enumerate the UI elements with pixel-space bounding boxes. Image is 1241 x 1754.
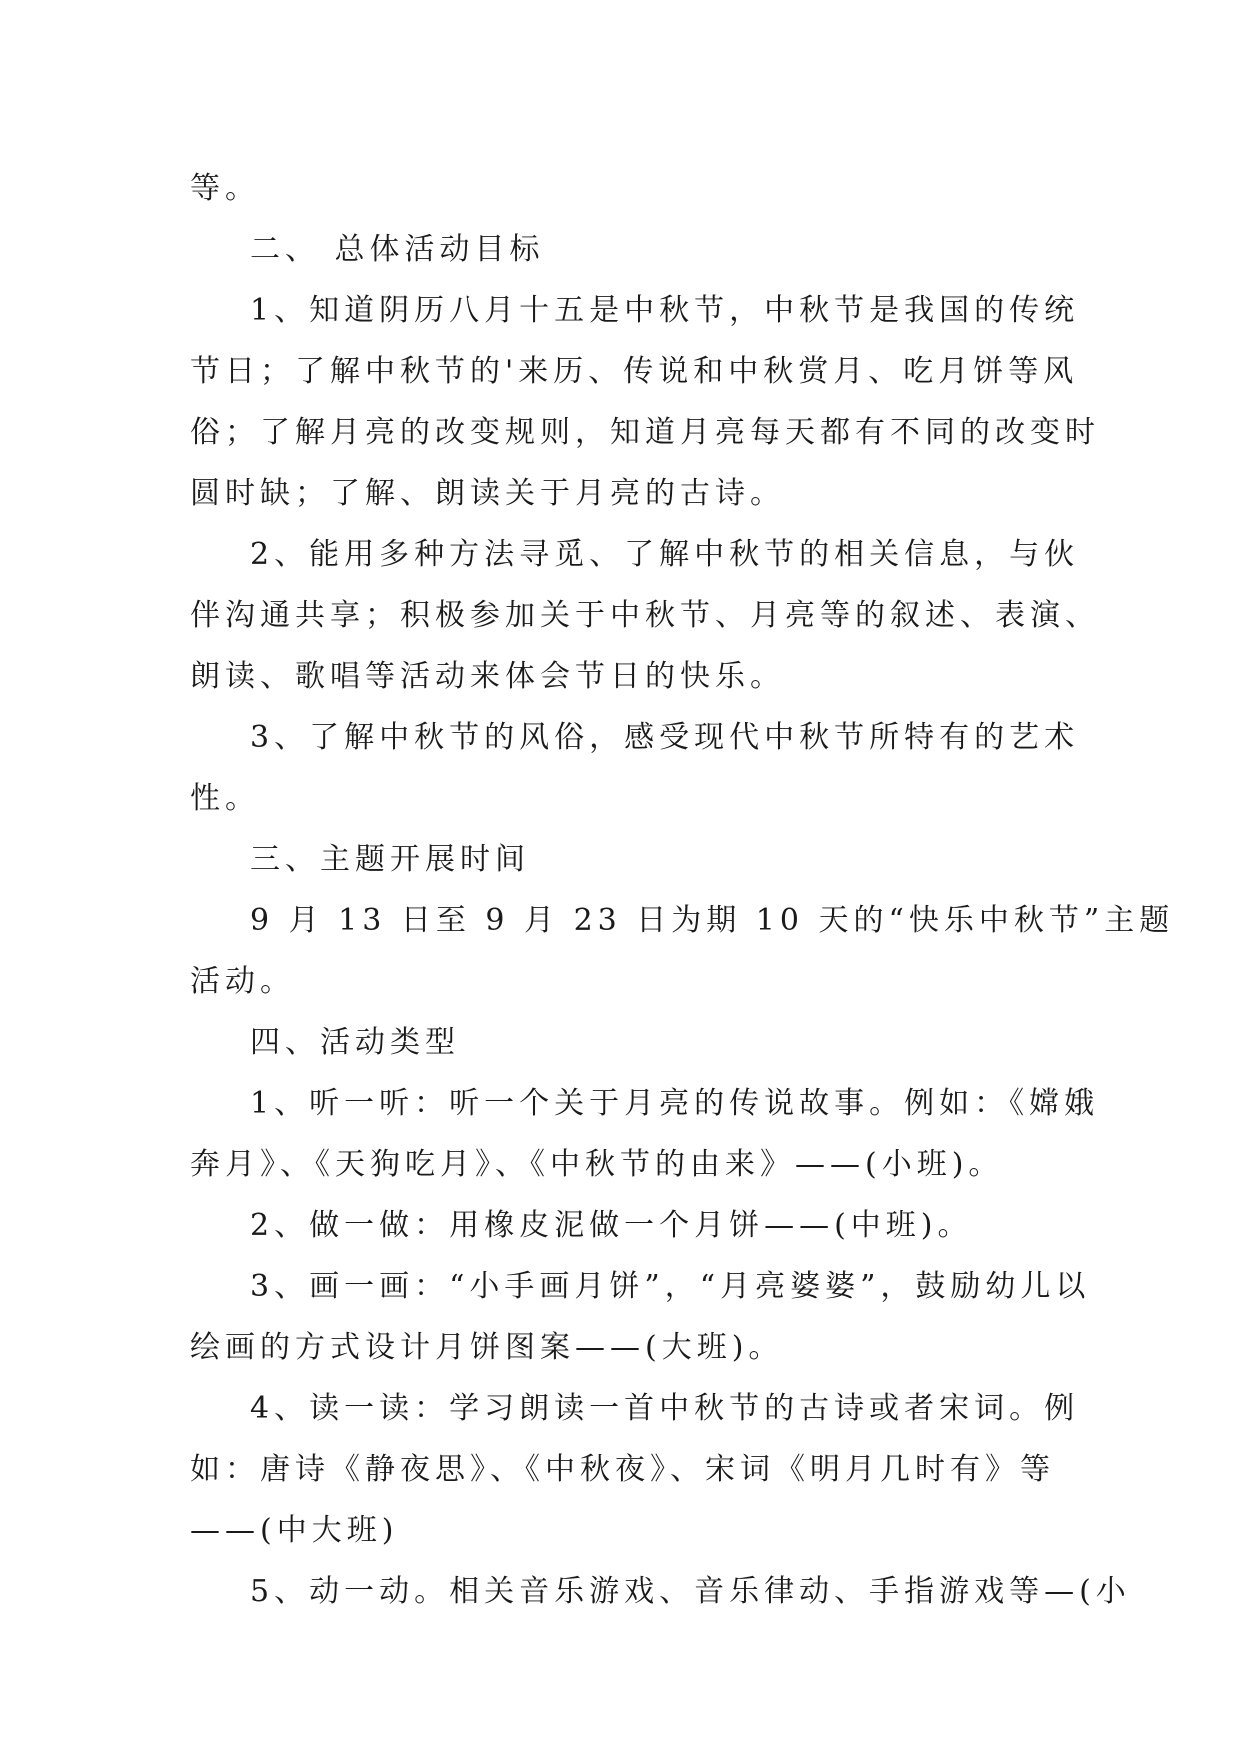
text-line: 如：唐诗《静夜思》、《中秋夜》、宋词《明月几时有》等 (190, 1452, 1055, 1487)
text-line: 4、读一读：学习朗读一首中秋节的古诗或者宋词。例 (250, 1391, 1080, 1426)
text-line: 节日；了解中秋节的'来历、传说和中秋赏月、吃月饼等风 (190, 354, 1079, 389)
text-line: 9 月 13 日至 9 月 23 日为期 10 天的“快乐中秋节”主题 (250, 903, 1175, 938)
text-line: 5、动一动。相关音乐游戏、音乐律动、手指游戏等—(小 (250, 1574, 1131, 1609)
text-line: 绘画的方式设计月饼图案——(大班)。 (190, 1330, 784, 1365)
text-line: 性。 (190, 781, 260, 816)
text-line: 奔月》、《天狗吃月》、《中秋节的由来》——(小班)。 (190, 1147, 1004, 1182)
section-heading-schedule: 三、主题开展时间 (250, 842, 530, 877)
text-line: 3、画一画：“小手画月饼”，“月亮婆婆”，鼓励幼儿以 (250, 1269, 1091, 1304)
text-line: 俗；了解月亮的改变规则，知道月亮每天都有不同的改变时 (190, 415, 1100, 450)
text-line: 1、听一听：听一个关于月亮的传说故事。例如：《嫦娥 (250, 1086, 1100, 1121)
section-heading-goals: 二、 总体活动目标 (250, 232, 545, 267)
text-line: 活动。 (190, 964, 295, 999)
text-line: 2、做一做：用橡皮泥做一个月饼——(中班)。 (250, 1208, 973, 1243)
document-body (190, 158, 1175, 1622)
text-line: 1、知道阴历八月十五是中秋节，中秋节是我国的传统 (250, 293, 1080, 328)
text-line: 伴沟通共享；积极参加关于中秋节、月亮等的叙述、表演、 (190, 598, 1100, 633)
text-line: ——(中大班) (190, 1513, 399, 1548)
text-line: 等。 (190, 171, 260, 206)
section-heading-activity-types: 四、活动类型 (250, 1025, 460, 1060)
text-line: 2、能用多种方法寻觅、了解中秋节的相关信息，与伙 (250, 537, 1080, 572)
text-line: 圆时缺；了解、朗读关于月亮的古诗。 (190, 476, 785, 511)
text-line: 朗读、歌唱等活动来体会节日的快乐。 (190, 659, 785, 694)
text-line: 3、了解中秋节的风俗，感受现代中秋节所特有的艺术 (250, 720, 1080, 755)
